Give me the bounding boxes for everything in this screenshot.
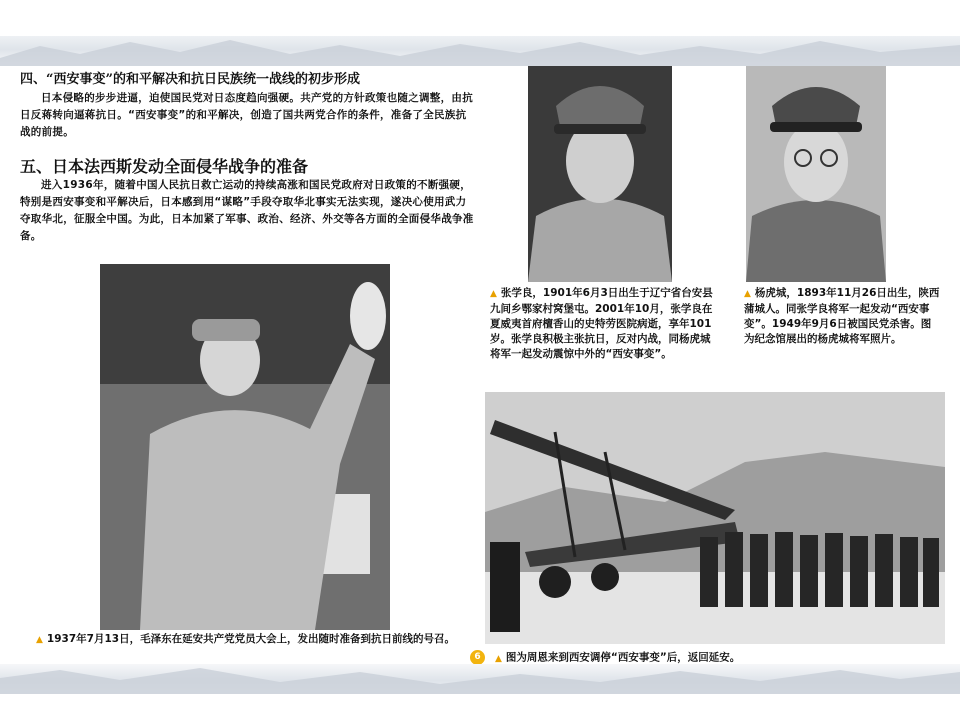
zhang-caption-text: 张学良，1901年6月3日出生于辽宁省台安县九间乡鄂家村窝堡屯。2001年10月，张学良在夏威夷首府檀香山的史特劳医院病逝，享年101岁。张学良积极主张抗日，反对内战，同杨虎城将军一起发动震惊中外的“西安事变”。 <box>490 287 713 360</box>
yang-caption-text: 杨虎城，1893年11月26日出生，陕西蒲城人。同张学良将军一起发动“西安事变”。1949年9月6日被国民党杀害。图为纪念馆展出的杨虎城将军照片。 <box>744 287 940 345</box>
section-5-heading: 五、日本法西斯发动全面侵华战争的准备 <box>20 157 309 176</box>
zhang-caption <box>490 286 720 362</box>
plane-caption-text: 图为周恩来到西安调停“西安事变”后，返回延安。 <box>505 651 741 664</box>
mao-caption-text: 1937年7月13日，毛泽东在延安共产党党员大会上，发出随时准备到抗日前线的号召。 <box>46 633 456 645</box>
section-4-paragraph: 日本侵略的步步进逼，迫使国民党对日态度趋向强硬。共产党的方针政策也随之调整，由抗日反蒋转向逼蒋抗日。“西安事变”的和平解决，创造了国共两党合作的条件，准备了全民族抗战的前提。 <box>20 92 473 138</box>
section-4-heading: 四、“西安事变”的和平解决和抗日民族统一战线的初步形成 <box>20 72 360 87</box>
page-number-badge: 6 <box>470 650 485 665</box>
section-5-paragraph: 进入1936年，随着中国人民抗日救亡运动的持续高涨和国民党政府对日政策的不断强硬，特别是西安事变和平解决后，日本感到用“谋略”手段夺取华北事实无法实现，遂决心使用武力夺取华北，征服全中国。为此，日本加紧了军事、政治、经济、外交等各方面的全面侵华战争准备。 <box>20 179 474 242</box>
zhang-xueliang-portrait <box>528 66 672 282</box>
bottom-mountain-band <box>0 664 960 694</box>
bullet-triangle-icon: ▲ <box>744 289 751 299</box>
textbook-page <box>0 62 960 666</box>
bullet-triangle-icon: ▲ <box>495 653 502 664</box>
yang-caption <box>744 286 940 347</box>
mao-speech-photo <box>100 264 390 630</box>
bullet-triangle-icon: ▲ <box>490 289 497 299</box>
mao-caption <box>36 632 456 648</box>
yang-hucheng-portrait <box>746 66 886 282</box>
airplane-group-photo <box>485 392 945 644</box>
bullet-triangle-icon: ▲ <box>36 635 43 645</box>
